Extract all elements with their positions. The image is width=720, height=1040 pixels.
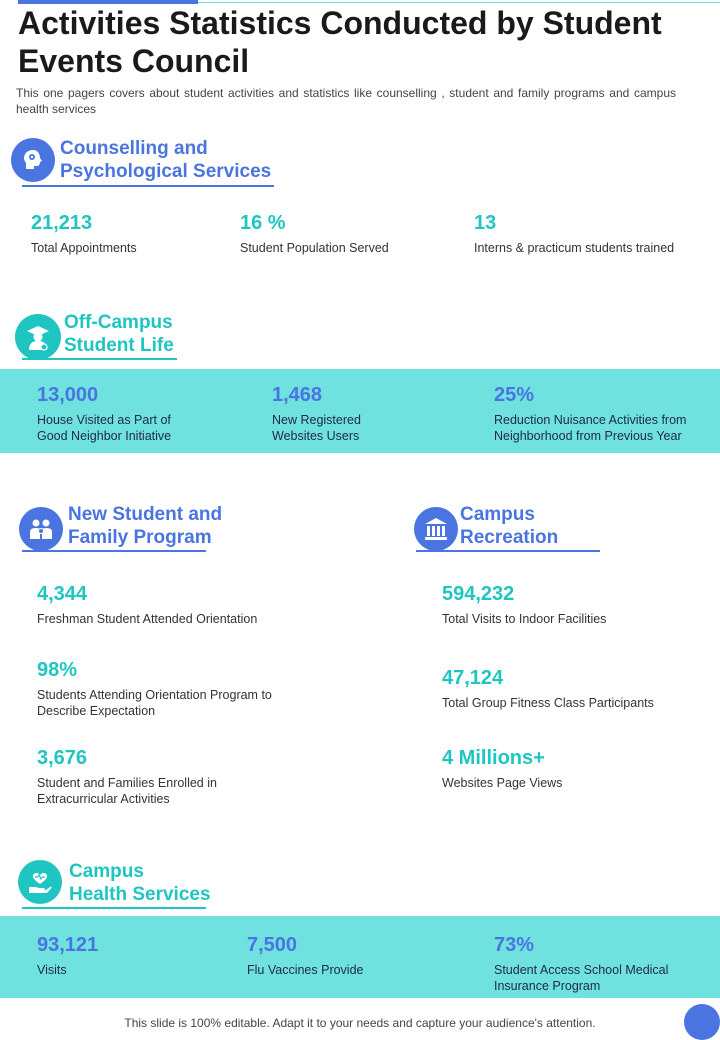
building-columns-icon bbox=[414, 507, 458, 551]
brain-head-icon bbox=[11, 138, 55, 182]
stat-freshman-orientation: 4,344 Freshman Student Attended Orientation bbox=[37, 583, 258, 626]
stat-health-visits: 93,121 Visits bbox=[37, 934, 99, 977]
section-title-counselling: Counselling and Psychological Services bbox=[60, 138, 272, 182]
stat-fitness-participants: 47,124 Total Group Fitness Class Participants bbox=[442, 667, 654, 710]
stat-insurance-access: 73% Student Access School Medical Insurance Program bbox=[494, 934, 669, 993]
section-underline bbox=[416, 550, 600, 552]
stat-extracurricular-enrolled: 3,676 Student and Families Enrolled in Extracurricular Activities bbox=[37, 747, 217, 806]
family-icon bbox=[19, 507, 63, 551]
page-title: Activities Statistics Conducted by Student Events Council bbox=[18, 5, 662, 79]
top-accent-line bbox=[198, 2, 720, 3]
section-title-health: Campus Health Services bbox=[69, 861, 211, 905]
stat-registered-users: 1,468 New Registered Websites Users bbox=[272, 384, 361, 443]
section-underline bbox=[22, 550, 206, 552]
section-underline bbox=[22, 185, 274, 187]
stat-indoor-visits: 594,232 Total Visits to Indoor Facilities bbox=[442, 583, 607, 626]
graduate-icon bbox=[15, 314, 61, 360]
section-title-recreation: Campus Recreation bbox=[460, 504, 559, 548]
stat-total-appointments: 21,213 Total Appointments bbox=[31, 212, 137, 255]
section-title-offcampus: Off-Campus Student Life bbox=[64, 312, 174, 356]
stat-flu-vaccines: 7,500 Flu Vaccines Provide bbox=[247, 934, 364, 977]
stat-population-served: 16 % Student Population Served bbox=[240, 212, 389, 255]
heart-hand-icon bbox=[18, 860, 62, 904]
stat-houses-visited: 13,000 House Visited as Part of Good Neighbor Initiative bbox=[37, 384, 172, 443]
footer-note: This slide is 100% editable. Adapt it to your needs and capture your audience's attention. bbox=[124, 1016, 596, 1030]
stat-orientation-expectation: 98% Students Attending Orientation Program to Describe Expectation bbox=[37, 659, 272, 718]
stat-nuisance-reduction: 25% Reduction Nuisance Activities from Neighborhood from Previous Year bbox=[494, 384, 687, 443]
page-subtitle: This one pagers covers about student activities and statistics like counselling , student and family programs and campus health services bbox=[16, 86, 676, 116]
section-underline bbox=[22, 907, 206, 909]
stat-page-views: 4 Millions+ Websites Page Views bbox=[442, 747, 563, 790]
section-title-new-student: New Student and Family Program bbox=[68, 504, 223, 548]
corner-decoration bbox=[684, 1004, 720, 1040]
stat-interns-trained: 13 Interns & practicum students trained bbox=[474, 212, 675, 255]
section-underline bbox=[22, 358, 177, 360]
